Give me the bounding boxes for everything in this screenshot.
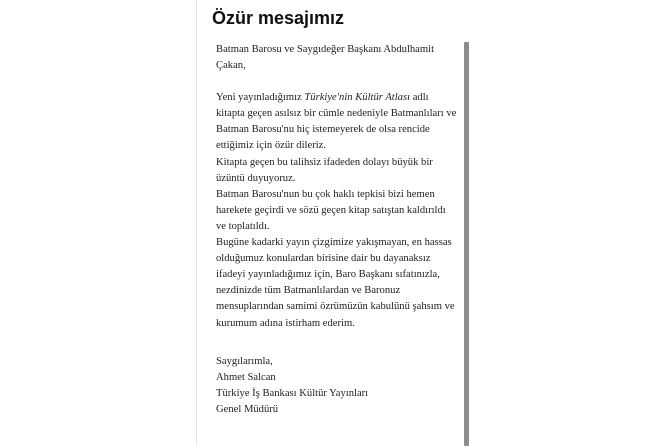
paragraph-line: kurumum adına istirham ederim. [216,317,355,329]
spacer [216,332,461,354]
apology-letter [216,42,461,418]
page-title: Özür mesajımız [212,8,345,28]
signoff-organization: Türkiye İş Bankası Kültür Yayınları [216,387,369,399]
paragraph-line: Kitapta geçen bu talihsiz ifadeden dolayı büyük bir [216,156,433,168]
letter-paragraph [216,90,461,154]
letter-paragraph [216,235,461,332]
paragraph-line: mensuplarından samimi özrümüzün kabulünü şahsım ve [216,301,455,313]
letter-paragraph [216,155,461,187]
scrollbar[interactable] [464,42,469,446]
spacer [216,74,461,90]
paragraph-line: Batman Barosu'nu hiç istemeyerek de olsa rencide [216,124,430,136]
paragraph-line: olduğumuz konulardan birisine dair bu dayanaksız [216,253,431,265]
paragraph-line: ettiğimiz için özür dileriz. [216,140,327,152]
text-run: Yeni yayınladığımız [216,92,305,104]
paragraph-line: Batman Barosu'nun bu çok haklı tepkisi bizi hemen [216,188,435,200]
book-title: Türkiye'nin Kültür Atlası [304,92,411,104]
paragraph-line: ve toplatıldı. [216,220,270,232]
signoff-role: Genel Müdürü [216,403,279,415]
paragraph-line: kitapta geçen asılsız bir cümle nedeniyle Batmanlıları ve [216,108,457,120]
signoff-name: Ahmet Salcan [216,371,276,383]
salutation [216,42,461,74]
letter-paragraph [216,187,461,235]
paragraph-line: ifadeyi yayınladığımız için, Baro Başkanı sıfatınızla, [216,269,440,281]
salutation-line: Çakan, [216,60,246,72]
paragraph-line: harekete geçirdi ve sözü geçen kitap satıştan kaldırıldı [216,204,446,216]
paragraph-line: Bugüne kadarki yayın çizgimize yakışmayan, en hassas [216,237,452,249]
paragraph-line: nezdinizde tüm Batmanlılardan ve Baronuz [216,285,401,297]
signoff [216,354,461,418]
text-run: adlı [410,92,429,104]
paragraph-line [216,90,461,106]
paragraph-line: üzüntü duyuyoruz. [216,172,296,184]
salutation-line: Batman Barosu ve Saygıdeğer Başkanı Abdulhamit [216,44,435,55]
signoff-closing: Saygılarımla, [216,355,273,367]
